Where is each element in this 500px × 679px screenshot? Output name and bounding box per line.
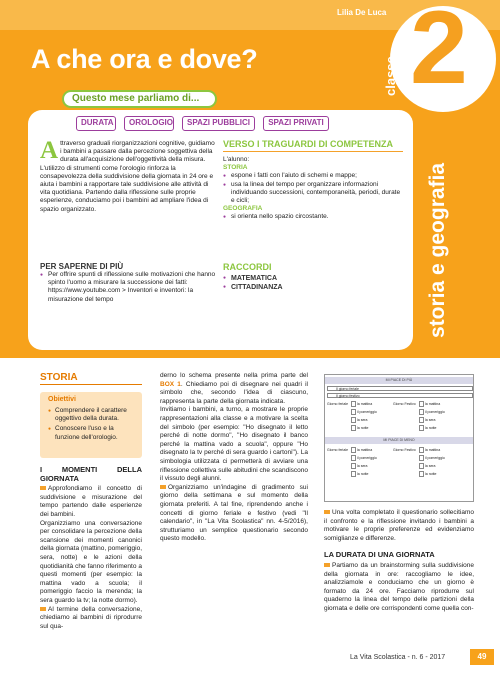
intro-text: ttraverso graduali riorganizzazioni cognitive, guidiamo i bambini a passare dalla percezione soggettiva della durata all'acquisizione dell'oggettività della misura. L'utilizzo di strumenti come l'orologio rinforza la consapevolezza della suddivisione della giornata in 24 ore e aiuta i bambini a rapportare tale suddivisione alle attività di vita quotidiana. Partendo dalla riflessione sulle proprie esperienze, conduciamo poi i bambini ad ampliare l'idea di spazio organizzato. <box>40 140 215 213</box>
links-title: RACCORDI <box>223 262 272 272</box>
see-more-title: PER SAPERNE DI PIÙ <box>40 262 124 271</box>
paragraph-marker-icon <box>160 485 166 489</box>
box-reference: BOX 1 <box>160 380 181 388</box>
goals-storia-label: STORIA <box>223 164 248 172</box>
form-checkbox <box>351 409 356 415</box>
form-checkbox <box>351 455 356 461</box>
tag-spazi-pubblici: SPAZI PUBBLICI <box>182 116 255 131</box>
paragraph-marker-icon <box>324 510 330 514</box>
section1-p1: Approfondiamo il concetto di suddivisione e misurazione del tempo partendo dalle esperienze dei bambini. <box>40 485 142 518</box>
grade-label: classe <box>383 56 398 96</box>
section1-cont-p2: Invitiamo i bambini, a turno, a mostrare le proprie rappresentazioni alla classe e a motivare la scelta del simbolo (per esempio: "Ho disegnato il letto perché di notte dormo", "Ho disegnato il banco perché la mattina vado a scuola", oppure "Ho disegnato la tv perché di sera guardo i cartoni"). La simbologia utilizzata ci permetterà di avviare una riflessione collettiva sulle abitudini che scandiscono il vissuto degli alunni. <box>160 406 308 483</box>
goals-body <box>223 156 403 222</box>
questionnaire-form-image: MI PIACE DI PIÙ Il giorno feriale Il giorno festivo Giorno feriale la mattina Giorno Festivo la mattina il pomeriggio il pomeriggio la sera la sera la notte la notte MI PIACE DI MENO Giorno feriale la mattina Giorno Festivo la mattina il pomeriggio il pomeriggio la sera la sera la notte la notte <box>324 374 474 502</box>
month-topic-pill <box>62 90 217 108</box>
link-item: ● CITTADINANZA <box>223 283 283 292</box>
goals-geografia-item: ● si orienta nello spazio circostante. <box>223 213 403 221</box>
magazine-footer: La Vita Scolastica - n. 6 - 2017 <box>350 654 446 661</box>
tag-durata: DURATA <box>76 116 116 131</box>
paragraph-marker-icon <box>40 607 46 611</box>
form-checkbox <box>351 463 356 469</box>
tag-spazi-privati: SPAZI PRIVATI <box>263 116 329 131</box>
month-topic-label: Questo mese parliamo di... <box>72 93 200 104</box>
form-checkbox <box>419 455 424 461</box>
paragraph-marker-icon <box>324 563 330 567</box>
form-checkbox <box>419 409 424 415</box>
page-number: 49 <box>470 649 494 665</box>
section2-p1: Una volta completato il questionario sollecitiamo il confronto e la riflessione invitando i bambini a motivare le proprie preferenze ed evidenziamo somiglianze e differenze. <box>324 509 474 542</box>
form-header: MI PIACE DI MENO <box>325 437 473 444</box>
section2-column <box>324 509 474 614</box>
objectives-title: Obiettivi <box>48 396 77 403</box>
intro-paragraph <box>40 137 215 214</box>
form-row: Il giorno festivo <box>327 393 473 398</box>
form-col-label: la mattina <box>425 402 441 406</box>
link-item: ● MATEMATICA <box>223 274 283 283</box>
page-title: A che ora e dove? <box>31 44 258 74</box>
section1-cont-p1: derno lo schema presente nella prima parte del BOX 1. Chiediamo poi di disegnare nei quadri il simbolo che, secondo l'idea di ciascuno, rappresenta la parte della giornata indicata. <box>160 372 308 405</box>
intro-dropcap: A <box>40 137 59 164</box>
grade-number: 2 <box>410 0 468 106</box>
author-name: Lilia De Luca <box>337 8 387 17</box>
storia-section-label: STORIA <box>40 372 142 385</box>
section1-title: I MOMENTI DELLA GIORNATA <box>40 465 142 483</box>
see-more-text: ● Per offrire spunti di riflessione sulle motivazioni che hanno spinto l'uomo a misurare la successione dei fatti: https://www.youtube.com > Inventori e inventori: la misurazione del tempo <box>40 271 218 304</box>
goals-storia-item: ● espone i fatti con l'aiuto di schemi e mappe; <box>223 172 403 180</box>
tag-orologio: OROLOGIO <box>124 116 174 131</box>
form-checkbox <box>351 401 356 407</box>
form-checkbox <box>419 447 424 453</box>
form-col-label: la mattina <box>357 402 373 406</box>
links-list <box>223 274 283 292</box>
form-checkbox <box>351 447 356 453</box>
section2-title: LA DURATA DI UNA GIORNATA <box>324 550 435 560</box>
section1-cont-p3: Organizziamo un'indagine di gradimento sui giorno della settimana e sul momento della giornata preferiti. A tal fine, riprendendo anche i concetti di giorno feriale e festivo (vedi "Il calendario", in "La Vita Scolastica" nn. 4-5/2016), strutturiamo un semplice questionario secondo questo modello. <box>160 483 308 543</box>
section1-p3: Al termine della conversazione, chiediamo ai bambini di riprodurre sul qua- <box>40 605 142 630</box>
form-checkbox <box>351 425 356 431</box>
form-checkbox <box>419 425 424 431</box>
form-col-label: Giorno feriale <box>327 402 349 406</box>
goals-storia-item: ● usa la linea del tempo per organizzare informazioni individuando successioni, contemporaneità, periodi, durate e cicli; <box>223 181 403 206</box>
goals-geografia-label: GEOGRAFIA <box>223 205 263 213</box>
objective-item: ● Comprendere il carattere oggettivo della durata. <box>48 407 138 423</box>
form-checkbox <box>419 463 424 469</box>
form-checkbox <box>419 417 424 423</box>
form-checkbox <box>419 401 424 407</box>
goals-lead: L'alunno: <box>223 156 250 163</box>
form-header: MI PIACE DI PIÙ <box>325 377 473 384</box>
form-checkbox <box>419 471 424 477</box>
section1-continued-column <box>160 372 308 544</box>
section1-p2: Organizziamo una conversazione per consolidare la percezione della scansione dei momenti canonici della giornata (mattino, pomeriggio, sera, notte) e le azioni della quotidianità che fanno riferimento a questi momenti (per esempio: la mattina vado a scuola; il pomeriggio faccio la merenda; la sera guardo la tv; la notte dormo). <box>40 519 142 604</box>
form-col-label: Giorno Festivo <box>393 402 416 406</box>
form-row: Il giorno feriale <box>327 386 473 391</box>
section2-p2: Partiamo da un brainstorming sulla suddivisione della giornata in ore: raccogliamo le idee, analizziamole e conduciamo che un giorno è formato da 24 ore. Facciamo riprodurre sul quaderno la linea del tempo delle partizioni della giornata e delle ore corrispondenti come quella con- <box>324 561 474 612</box>
objective-item: ● Conoscere l'uso e la funzione dell'orologio. <box>48 425 138 441</box>
subject-label: storia e geografia <box>426 162 449 338</box>
form-checkbox <box>351 417 356 423</box>
goals-title: VERSO I TRAGUARDI DI COMPETENZA <box>223 139 394 149</box>
form-checkbox <box>351 471 356 477</box>
objectives-list <box>48 407 138 444</box>
section1-column <box>40 466 142 631</box>
paragraph-marker-icon <box>40 486 46 490</box>
goals-divider <box>223 151 403 152</box>
